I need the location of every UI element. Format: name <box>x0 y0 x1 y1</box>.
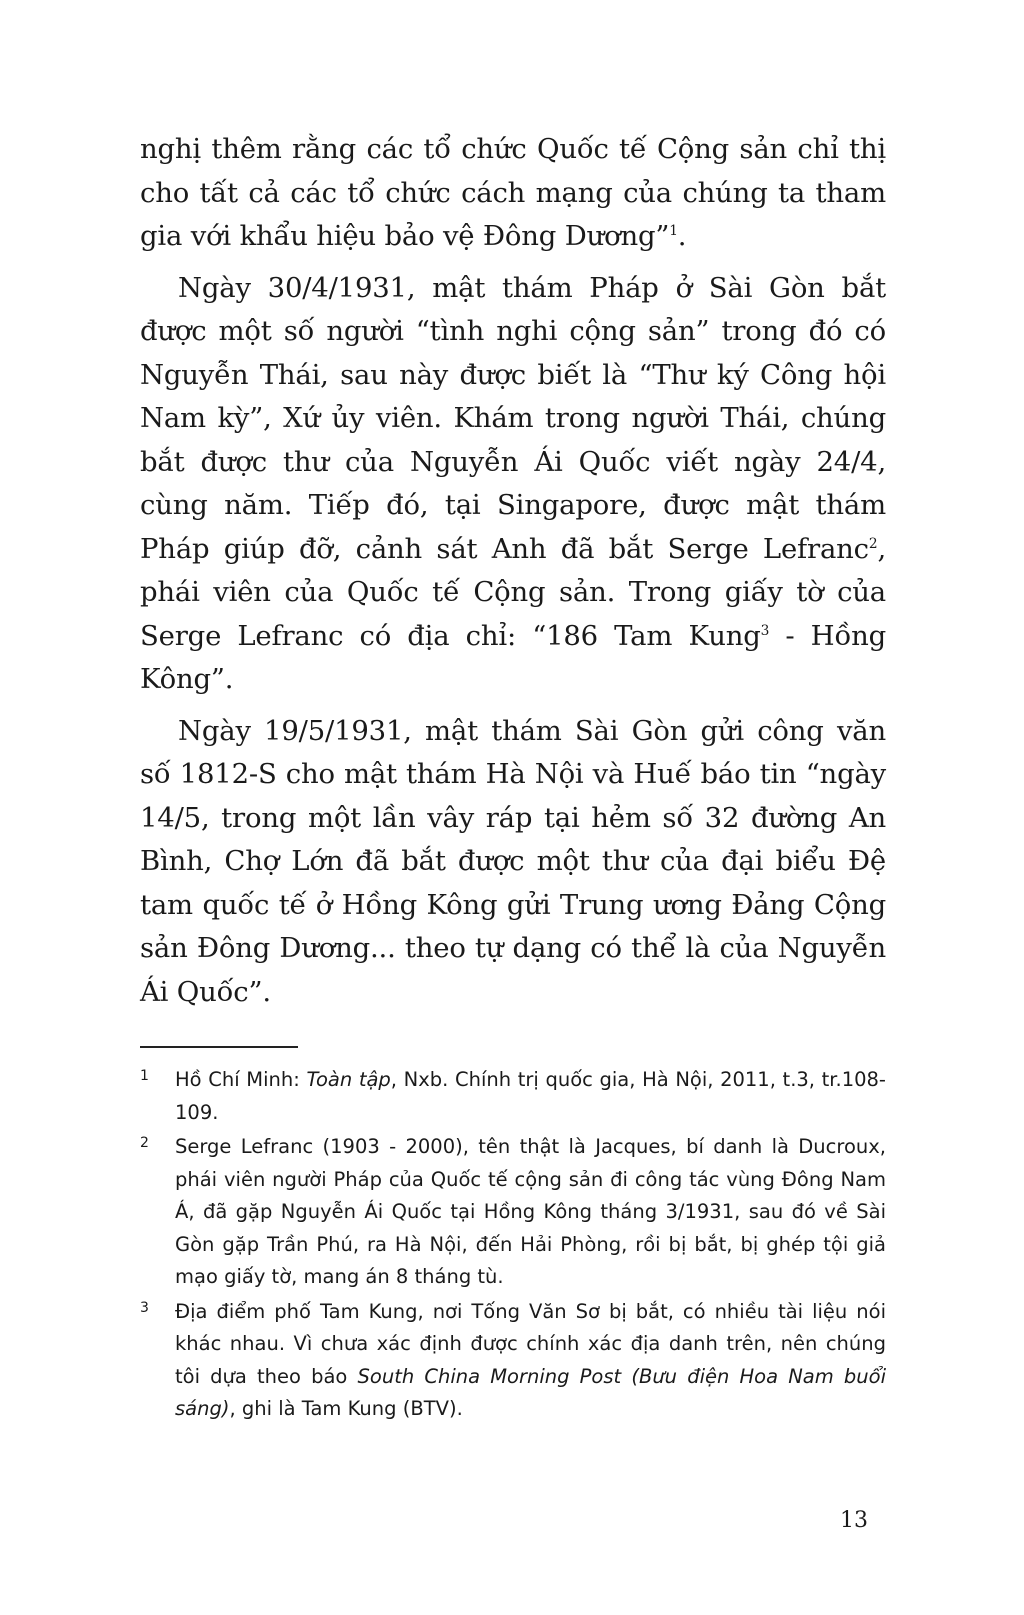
footnote-1-italic: Toàn tập <box>306 1068 391 1091</box>
paragraph-3-text: Ngày 19/5/1931, mật thám Sài Gòn gửi công văn số 1812-S cho mật thám Hà Nội và Huế báo tin “ngày 14/5, trong một lần vây ráp tại hẻm số 32 đường An Bình, Chợ Lớn đã bắt được một thư của đại biểu Đệ tam quốc tế ở Hồng Kông gửi Trung ương Đảng Cộng sản Đông Dương... theo tự dạng có thể là của Nguyễn Ái Quốc”. <box>140 714 886 1008</box>
footnote-ref-3: 3 <box>760 622 770 639</box>
footnote-ref-1: 1 <box>669 222 678 239</box>
footnote-number: 3 <box>140 1299 149 1316</box>
footnote-ref-2: 2 <box>868 535 878 552</box>
footnote-3 <box>140 1296 886 1426</box>
page-number: 13 <box>840 1508 868 1533</box>
body-text <box>140 128 886 1022</box>
paragraph-1-end: . <box>677 220 687 252</box>
paragraph-2-part-c: - Hồng Kông”. <box>140 619 887 695</box>
footnote-2 <box>140 1131 886 1294</box>
footnote-1-pre: Hồ Chí Minh: <box>175 1068 307 1091</box>
footnote-1-post: , Nxb. Chính trị quốc gia, Hà Nội, 2011, t.3, tr.108-109. <box>175 1068 886 1124</box>
paragraph-2 <box>140 267 886 702</box>
footnotes <box>140 1064 886 1428</box>
footnote-3-pre: Địa điểm phố Tam Kung, nơi Tống Văn Sơ bị bắt, có nhiều tài liệu nói khác nhau. Vì chưa xác định được chính xác địa danh trên, nên chúng tôi dựa theo báo <box>175 1299 886 1388</box>
footnote-divider <box>140 1046 298 1048</box>
footnote-1 <box>140 1064 886 1129</box>
paragraph-1-text: nghị thêm rằng các tổ chức Quốc tế Cộng sản chỉ thị cho tất cả các tổ chức cách mạng của chúng ta tham gia với khẩu hiệu bảo vệ Đông Dương” <box>140 133 886 252</box>
footnote-3-post: , ghi là Tam Kung (BTV). <box>229 1397 463 1420</box>
footnote-3-italic: South China Morning Post (Bưu điện Hoa Nam buổi sáng) <box>175 1364 886 1420</box>
paragraph-1 <box>140 128 886 259</box>
paragraph-2-part-a: Ngày 30/4/1931, mật thám Pháp ở Sài Gòn bắt được một số người “tình nghi cộng sản” trong đó có Nguyễn Thái, sau này được biết là “Thư ký Công hội Nam kỳ”, Xứ ủy viên. Khám trong người Thái, chúng bắt được thư của Nguyễn Ái Quốc viết ngày 24/4, cùng năm. Tiếp đó, tại Singapore, được mật thám Pháp giúp đỡ, cảnh sát Anh đã bắt Serge Lefranc <box>140 271 886 565</box>
footnote-number: 2 <box>140 1135 149 1151</box>
paragraph-3 <box>140 710 886 1015</box>
footnote-2-text: Serge Lefranc (1903 - 2000), tên thật là Jacques, bí danh là Ducroux, phái viên người Pháp của Quốc tế cộng sản đi công tác vùng Đông Nam Á, đã gặp Nguyễn Ái Quốc tại Hồng Kông tháng 3/1931, sau đó về Sài Gòn gặp Trần Phú, ra Hà Nội, đến Hải Phòng, rồi bị bắt, bị ghép tội giả mạo giấy tờ, mang án 8 tháng tù. <box>175 1135 886 1288</box>
footnote-number: 1 <box>140 1068 149 1084</box>
paragraph-2-part-b: , phái viên của Quốc tế Cộng sản. Trong giấy tờ của Serge Lefranc có địa chỉ: “186 Tam Kung <box>140 532 886 652</box>
